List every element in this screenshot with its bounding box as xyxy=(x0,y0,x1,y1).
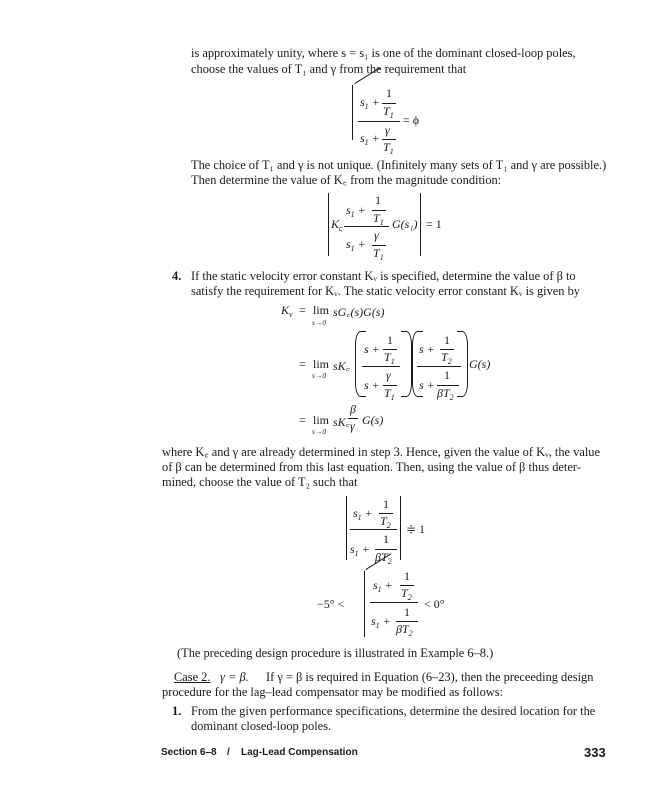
magnitude-rhs: = 1 xyxy=(426,217,442,231)
case-2-condition: γ = β. xyxy=(220,670,249,684)
step-1-number: 1. xyxy=(172,704,182,718)
phase-rhs: = ϕ xyxy=(403,113,420,127)
case-2-label: Case 2. xyxy=(174,670,211,684)
footer-slash: / xyxy=(227,747,230,758)
step-1-line-2: dominant closed-loop poles. xyxy=(191,719,332,733)
choice-line-1: The choice of T₁ and γ is not unique. (Infinitely many sets of T₁ and γ are possible.) xyxy=(191,158,607,172)
example-note: (The preceding design procedure is illustrated in Example 6–8.) xyxy=(177,646,494,660)
where-line-3: mined, choose the value of T₂ such that xyxy=(162,475,358,489)
case-2-line-2: procedure for the lag–lead compensator may be modified as follows: xyxy=(162,685,503,699)
case-2-line-1: If γ = β is required in Equation (6–23), then the preceeding design xyxy=(266,670,594,684)
choice-line-2: Then determine the value of K꜀ from the magnitude condition: xyxy=(191,173,502,187)
step-1-line-1: From the given performance specifications, determine the desired location for the xyxy=(191,704,596,718)
step-4-line-2: satisfy the requirement for Kᵥ. The static velocity error constant Kᵥ is given by xyxy=(191,284,580,298)
step-4-number: 4. xyxy=(172,269,182,283)
footer-title: Lag-Lead Compensation xyxy=(241,747,358,758)
intro-line-1: is approximately unity, where s = s₁ is one of the dominant closed-loop poles, xyxy=(191,46,576,60)
page-number: 333 xyxy=(584,745,606,760)
approx-rhs: ≑ 1 xyxy=(406,522,426,536)
footer-section: Section 6–8 xyxy=(161,747,217,758)
intro-line-2: choose the values of T₁ and γ from the requirement that xyxy=(191,62,467,76)
where-line-1: where K꜀ and γ are already determined in step 3. Hence, given the value of Kᵥ, the value xyxy=(162,445,600,459)
where-line-2: of β can be determined from this last equation. Then, using the value of β thus deter- xyxy=(162,460,581,474)
step-4-line-1: If the static velocity error constant Kᵥ is specified, determine the value of β to xyxy=(191,269,576,283)
